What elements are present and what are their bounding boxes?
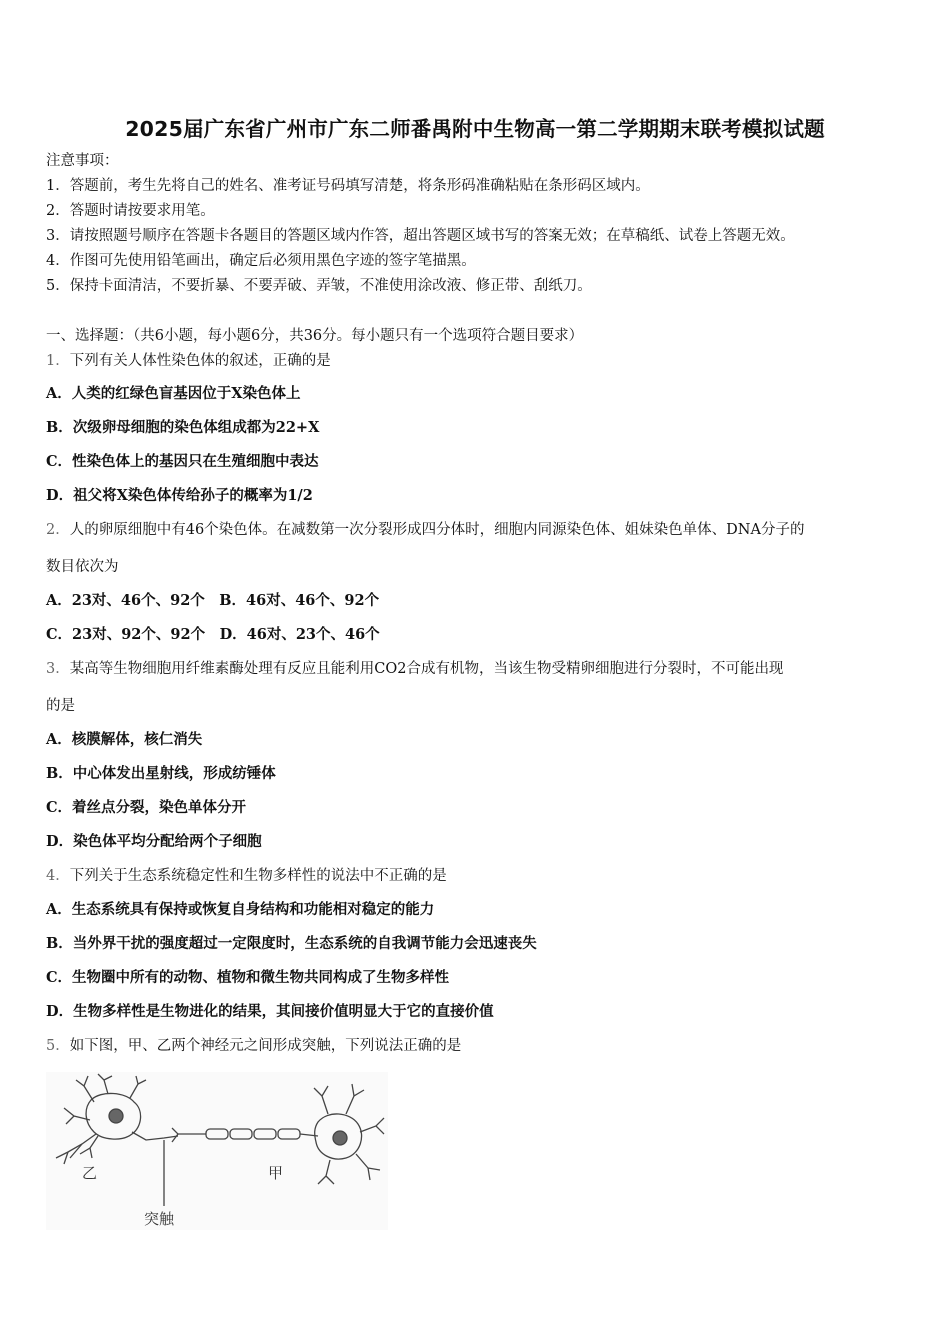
- question-1: [46, 351, 331, 371]
- notice-heading: 注意事项：: [46, 153, 119, 169]
- question-3: [46, 659, 783, 679]
- option-cd: C．23对、92个、92个 D．46对、23个、46个: [46, 626, 380, 643]
- question-number: 3．: [46, 661, 70, 677]
- label-yi: 乙: [82, 1164, 98, 1182]
- neuron-diagram: [46, 1072, 388, 1230]
- neuron-synapse-figure: [46, 1072, 388, 1230]
- option-a: A．人类的红绿色盲基因位于X染色体上: [46, 385, 301, 402]
- option-d: D．祖父将X染色体传给孙子的概率为1/2: [46, 487, 313, 504]
- notice-item: 5．保持卡面清洁，不要折暴、不要弄破、弄皱，不准使用涂改液、修正带、刮纸刀。: [46, 278, 592, 294]
- label-synapse: 突触: [144, 1210, 175, 1228]
- option-c: C．性染色体上的基因只在生殖细胞中表达: [46, 453, 319, 470]
- option-ab: A．23对、46个、92个 B．46对、46个、92个: [46, 592, 380, 609]
- question-number: 4．: [46, 868, 70, 884]
- option-c: C．生物圈中所有的动物、植物和微生物共同构成了生物多样性: [46, 969, 450, 986]
- question-stem-continued: 数目依次为: [46, 559, 119, 575]
- notice-item: 3．请按照题号顺序在答题卡各题目的答题区域内作答，超出答题区域书写的答案无效；在草稿纸、试卷上答题无效。: [46, 228, 795, 244]
- question-5: [46, 1036, 461, 1056]
- question-number: 2．: [46, 522, 70, 538]
- page-title: 2025届广东省广州市广东二师番禺附中生物高一第二学期期末联考模拟试题: [125, 117, 825, 141]
- question-stem: 人的卵原细胞中有46个染色体。在减数第一次分裂形成四分体时，细胞内同源染色体、姐妹染色单体、DNA分子的: [69, 522, 805, 538]
- neuron-jia-nucleus: [333, 1131, 347, 1145]
- option-b: B．中心体发出星射线，形成纺锤体: [46, 765, 276, 782]
- question-2: [46, 520, 804, 540]
- label-jia: 甲: [268, 1164, 284, 1182]
- question-stem: 如下图，甲、乙两个神经元之间形成突触，下列说法正确的是: [69, 1038, 462, 1054]
- option-a: A．生态系统具有保持或恢复自身结构和功能相对稳定的能力: [46, 901, 435, 918]
- notice-item: 2．答题时请按要求用笔。: [46, 203, 215, 219]
- question-stem-continued: 的是: [46, 698, 75, 714]
- option-a: A．核膜解体，核仁消失: [46, 731, 203, 748]
- question-number: 5．: [46, 1038, 70, 1054]
- option-d: D．生物多样性是生物进化的结果，其间接价值明显大于它的直接价值: [46, 1003, 494, 1020]
- option-d: D．染色体平均分配给两个子细胞: [46, 833, 262, 850]
- question-stem: 下列关于生态系统稳定性和生物多样性的说法中不正确的是: [69, 868, 447, 884]
- neuron-yi-nucleus: [109, 1109, 123, 1123]
- question-stem: 下列有关人体性染色体的叙述，正确的是: [69, 353, 331, 369]
- option-b: B．当外界干扰的强度超过一定限度时，生态系统的自我调节能力会迅速丧失: [46, 935, 537, 952]
- question-4: [46, 866, 447, 886]
- notice-item: 4．作图可先使用铅笔画出，确定后必须用黑色字迹的签字笔描黑。: [46, 253, 476, 269]
- notice-item: 1．答题前，考生先将自己的姓名、准考证号码填写清楚，将条形码准确粘贴在条形码区域内。: [46, 178, 650, 194]
- section-heading: 一、选择题：（共6小题，每小题6分，共36分。每小题只有一个选项符合题目要求）: [46, 328, 584, 344]
- question-number: 1．: [46, 353, 70, 369]
- option-c: C．着丝点分裂，染色单体分开: [46, 799, 247, 816]
- question-stem: 某高等生物细胞用纤维素酶处理有反应且能利用CO2合成有机物，当该生物受精卵细胞进行分裂时，不可能出现: [69, 661, 784, 677]
- option-b: B．次级卵母细胞的染色体组成都为22+X: [46, 419, 320, 436]
